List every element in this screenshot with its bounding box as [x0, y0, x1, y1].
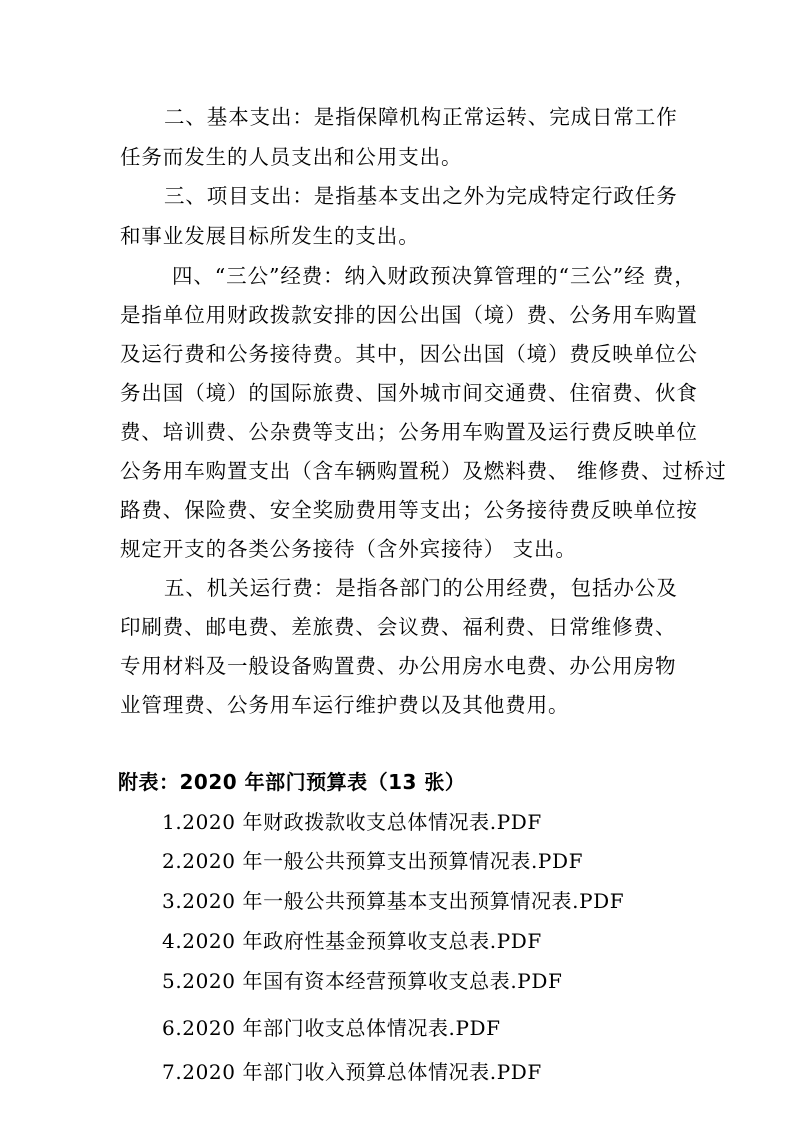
- appendix-item[interactable]: 5.2020 年国有资本经营预算收支总表.PDF: [162, 969, 563, 993]
- appendix-heading: 附表：2020 年部门预算表（13 张）: [118, 770, 466, 794]
- appendix-item[interactable]: 3.2020 年一般公共预算基本支出预算情况表.PDF: [162, 889, 625, 913]
- paragraph-line: 公务用车购置支出（含车辆购置税）及燃料费、 维修费、过桥过: [120, 459, 727, 483]
- paragraph-line: 和事业发展目标所发生的支出。: [120, 224, 420, 248]
- paragraph-line: 二、基本支出：是指保障机构正常运转、完成日常工作: [164, 105, 678, 129]
- paragraph-line: 五、机关运行费：是指各部门的公用经费，包括办公及: [164, 576, 678, 600]
- paragraph-line: 是指单位用财政拨款安排的因公出国（境）费、公务用车购置: [120, 303, 698, 327]
- appendix-item[interactable]: 2.2020 年一般公共预算支出预算情况表.PDF: [162, 849, 584, 873]
- paragraph-line: 及运行费和公务接待费。其中，因公出国（境）费反映单位公: [120, 342, 698, 366]
- paragraph-line: 务出国（境）的国际旅费、国外城市间交通费、住宿费、伙食: [120, 381, 698, 405]
- appendix-item[interactable]: 6.2020 年部门收支总体情况表.PDF: [162, 1016, 501, 1040]
- appendix-item[interactable]: 4.2020 年政府性基金预算收支总表.PDF: [162, 929, 542, 953]
- paragraph-line: 路费、保险费、安全奖励费用等支出；公务接待费反映单位按: [120, 498, 698, 522]
- appendix-item[interactable]: 7.2020 年部门收入预算总体情况表.PDF: [162, 1060, 542, 1084]
- paragraph-line: 印刷费、邮电费、差旅费、会议费、福利费、日常维修费、: [120, 615, 677, 639]
- paragraph-line: 规定开支的各类公务接待（含外宾接待） 支出。: [120, 537, 577, 561]
- paragraph-line: 专用材料及一般设备购置费、办公用房水电费、办公用房物: [120, 654, 677, 678]
- paragraph-line: 费、培训费、公杂费等支出；公务用车购置及运行费反映单位: [120, 420, 698, 444]
- paragraph-line: 四、“三公”经费：纳入财政预决算管理的“三公”经 费，: [172, 264, 696, 288]
- paragraph-line: 业管理费、公务用车运行维护费以及其他费用。: [120, 693, 570, 717]
- appendix-item[interactable]: 1.2020 年财政拨款收支总体情况表.PDF: [162, 810, 542, 834]
- paragraph-line: 任务而发生的人员支出和公用支出。: [120, 145, 463, 169]
- paragraph-line: 三、项目支出：是指基本支出之外为完成特定行政任务: [164, 184, 678, 208]
